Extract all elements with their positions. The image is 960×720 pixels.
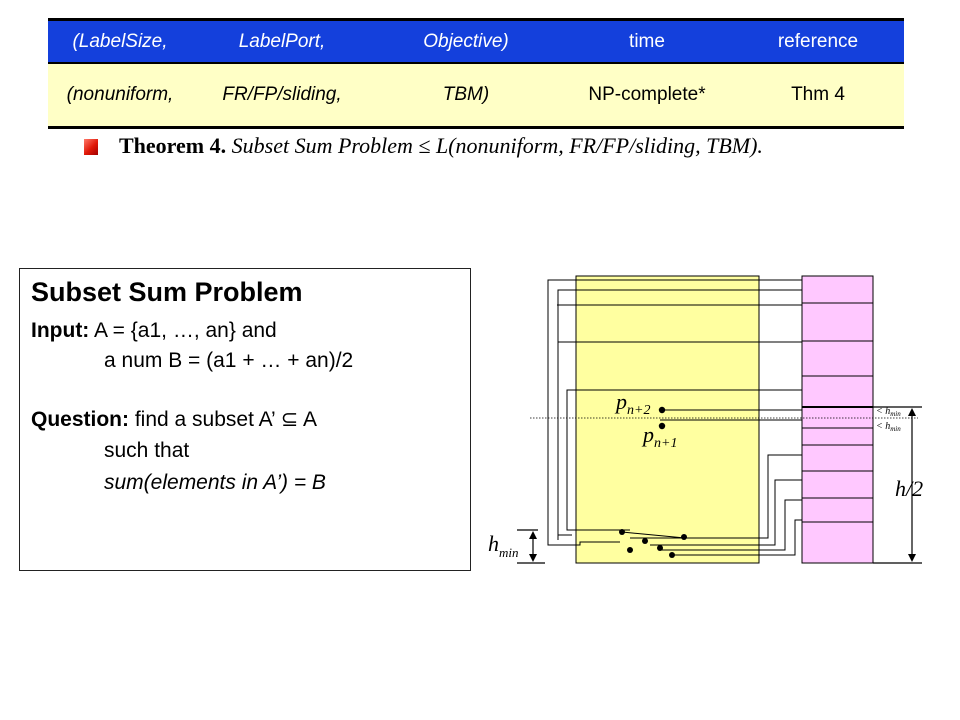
- cell-time: NP-complete*: [588, 84, 706, 105]
- theorem-label: Theorem 4.: [119, 133, 227, 158]
- h-half-label: h/2: [895, 476, 924, 501]
- input-label: Input:: [31, 319, 90, 342]
- header-objective: Objective): [423, 30, 509, 52]
- question-label: Question:: [31, 408, 129, 431]
- question-line-2: such that: [104, 439, 190, 462]
- point: [681, 534, 687, 540]
- p-n1-label: $p_{n+1}$: [643, 422, 678, 451]
- cell-labelport: FR/FP/sliding,: [222, 84, 342, 105]
- header-labelsize: (LabelSize,: [72, 30, 168, 52]
- pink-column: [802, 276, 873, 563]
- question-text-1: find a subset A’ ⊆ A: [134, 408, 318, 431]
- hmin-label: $h_{min}$: [488, 531, 519, 560]
- point: [669, 552, 675, 558]
- cell-reference: Thm 4: [791, 84, 845, 105]
- header-reference: reference: [777, 30, 859, 52]
- hmin-arrow: [517, 530, 545, 563]
- cell-labelsize: (nonuniform,: [66, 84, 174, 105]
- question-line-3: sum(elements in A’) = B: [104, 471, 326, 494]
- lt-hmin-label-1: < $h_{min}$: [876, 406, 901, 418]
- arrowhead-down: [908, 554, 916, 562]
- input-text-1: A = {a1, …, an} and: [94, 319, 277, 342]
- header-labelport: LabelPort,: [238, 30, 326, 52]
- point-p-n2: [659, 407, 665, 413]
- p-n2-label: $p_{n+2}$: [616, 389, 651, 418]
- input-line-2: a num B = (a1 + … + an)/2: [104, 349, 354, 372]
- cell-objective: TBM): [442, 84, 490, 105]
- point: [619, 529, 625, 535]
- arrowhead-down: [529, 554, 537, 562]
- header-time: time: [629, 30, 665, 52]
- point: [642, 538, 648, 544]
- arrowhead-up: [908, 408, 916, 416]
- point: [627, 547, 633, 553]
- point-p-n1: [659, 423, 665, 429]
- lt-hmin-label-2: < $h_{min}$: [876, 421, 901, 433]
- point: [657, 545, 663, 551]
- arrowhead-up: [529, 531, 537, 539]
- theorem-text: Subset Sum Problem ≤ L(nonuniform, FR/FP/sliding, TBM).: [231, 133, 763, 158]
- problem-title: Subset Sum Problem: [31, 277, 303, 307]
